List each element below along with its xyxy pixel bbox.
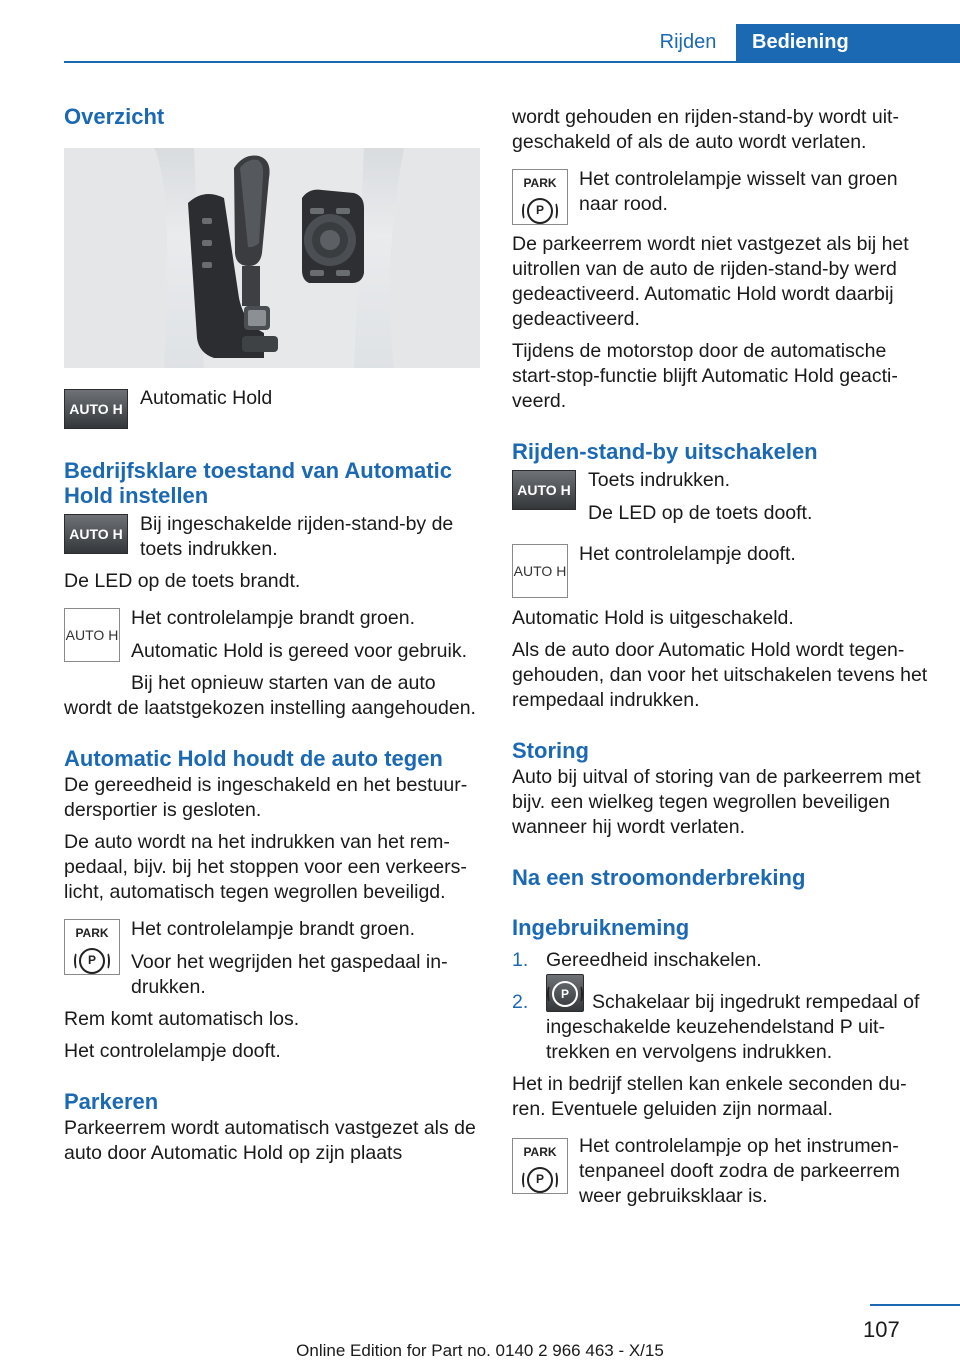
- heading-stroomonderbreking: Na een stroomonderbreking: [512, 865, 806, 890]
- heading-parkeren: Parkeren: [64, 1089, 159, 1114]
- caption-automatic-hold: [64, 389, 480, 429]
- center-console-illustration: [64, 148, 480, 368]
- list-text: Gereedheid inschakelen.: [546, 949, 762, 971]
- footer-edition: Online Edition for Part no. 0140 2 966 463 - X/15: [296, 1341, 664, 1360]
- heading-houdt-tegen: Automatic Hold houdt de auto tegen: [64, 746, 443, 771]
- paragraph: Het controlelampje dooft.: [579, 543, 796, 565]
- paragraph: Het controlelampje wisselt van groen naar rood.: [579, 168, 898, 215]
- para-toets-indrukken: [512, 468, 932, 526]
- para-lampje-groen: [64, 606, 480, 664]
- paragraph: Het controlelampje brandt groen.: [131, 607, 415, 629]
- parking-brake-symbol-icon: P: [527, 198, 553, 224]
- list-number: 2.: [512, 991, 529, 1013]
- paragraph: Het controlelampje dooft.: [64, 1040, 281, 1062]
- paragraph: Het in bedrijf stellen kan enkele seconden duren. Eventuele geluiden zijn normaal.: [512, 1073, 907, 1120]
- paragraph: De auto wordt na het indrukken van het rempedaal, bijv. bij het stoppen voor een verkeerslicht, automatisch tegen wegrollen beveiligd.: [64, 831, 467, 903]
- paragraph: Rem komt automatisch los.: [64, 1008, 300, 1030]
- header-rule: [64, 61, 960, 63]
- auto-h-button-icon: AUTO H: [64, 389, 128, 429]
- parking-brake-symbol-icon: P: [527, 1167, 553, 1193]
- heading-overzicht: Overzicht: [64, 104, 165, 129]
- gear-selector-photo: [64, 148, 480, 368]
- list-number: 1.: [512, 949, 529, 971]
- header-tab-rijden: Rijden: [659, 31, 717, 53]
- para-lampje-groen-park: [64, 917, 480, 1000]
- left-column: [64, 100, 480, 1166]
- right-column: [512, 100, 932, 1209]
- heading-storing: Storing: [512, 738, 589, 763]
- heading-uitschakelen: Rijden-stand-by uitschakelen: [512, 439, 818, 464]
- paragraph: Parkeerrem wordt automatisch vastgezet als de auto door Automatic Hold op zijn plaats: [64, 1117, 476, 1164]
- heading-bedrijfsklare: Bedrijfsklare toestand van Automatic Hold instellen: [64, 458, 452, 508]
- list-item: [512, 986, 932, 1065]
- caption-text: Automatic Hold: [140, 387, 273, 409]
- parking-brake-symbol-icon: P: [79, 948, 105, 974]
- paragraph: De LED op de toets brandt.: [64, 570, 301, 592]
- paragraph: Als de auto door Automatic Hold wordt tegengehouden, dan voor het uitschakelen tevens het rempedaal indrukken.: [512, 639, 928, 711]
- park-brake-indicator-icon: PARK P: [512, 169, 568, 225]
- paragraph: Auto bij uitval of storing van de parkeerrem met bijv. een wielkeg tegen wegrollen beveiligen wanneer hij wordt verlaten.: [512, 766, 921, 838]
- paragraph: Toets indrukken.: [588, 469, 730, 491]
- paragraph: Het controlelampje op het instrumentenpaneel dooft zodra de parkeerrem weer gebruiksklaar is.: [579, 1135, 900, 1207]
- paragraph: Tijdens de motorstop door de automatische start-stop-functie blijft Automatic Hold geactiveerd.: [512, 340, 898, 412]
- paragraph: wordt gehouden en rijden-stand-by wordt uitgeschakeld of als de auto wordt verlaten.: [512, 106, 899, 153]
- auto-h-indicator-icon: AUTO H: [512, 544, 568, 598]
- para-lampje-dooft: [512, 542, 932, 598]
- paragraph: De LED op de toets dooft.: [588, 502, 813, 524]
- list-item: [512, 948, 932, 973]
- footer-rule: [870, 1304, 960, 1306]
- page-number: 107: [863, 1317, 900, 1342]
- header-tab-bediening: Bediening: [736, 24, 960, 61]
- paragraph: De gereedheid is ingeschakeld en het bestuurdersportier is gesloten.: [64, 774, 468, 821]
- paragraph: Het controlelampje brandt groen.: [131, 918, 415, 940]
- auto-h-indicator-icon: AUTO H: [64, 608, 120, 662]
- paragraph: Automatic Hold is uitgeschakeld.: [512, 607, 794, 629]
- heading-ingebruikneming: Ingebruikneming: [512, 915, 690, 940]
- paragraph: De parkeerrem wordt niet vastgezet als bij het uitrollen van de auto de rijden-stand-by werd gedeactiveerd. Automatic Hold wordt daarbij gedeactiveerd.: [512, 233, 909, 330]
- auto-h-button-icon: AUTO H: [512, 470, 576, 510]
- para-bij-ingeschakelde: [64, 512, 480, 562]
- park-brake-indicator-icon: PARK P: [512, 1138, 568, 1194]
- paragraph: Automatic Hold is gereed voor gebruik.: [131, 640, 468, 662]
- auto-h-button-icon: AUTO H: [64, 514, 128, 554]
- paragraph: Bij ingeschakelde rijden-stand-by de toets indrukken.: [140, 513, 454, 560]
- paragraph: Bij het opnieuw starten van de auto wordt de laatstgekozen instelling aangehouden.: [64, 672, 476, 719]
- parking-brake-switch-icon: P: [546, 974, 584, 1012]
- list-text: Schakelaar bij ingedrukt rempedaal of ingeschakelde keuzehendelstand P uittrekken en vervolgens indrukken.: [546, 991, 920, 1063]
- para-instrumentenpaneel: [512, 1134, 932, 1209]
- paragraph: Voor het wegrijden het gaspedaal indrukken.: [131, 951, 448, 998]
- para-wisselt: [512, 167, 932, 225]
- park-brake-indicator-icon: PARK P: [64, 919, 120, 975]
